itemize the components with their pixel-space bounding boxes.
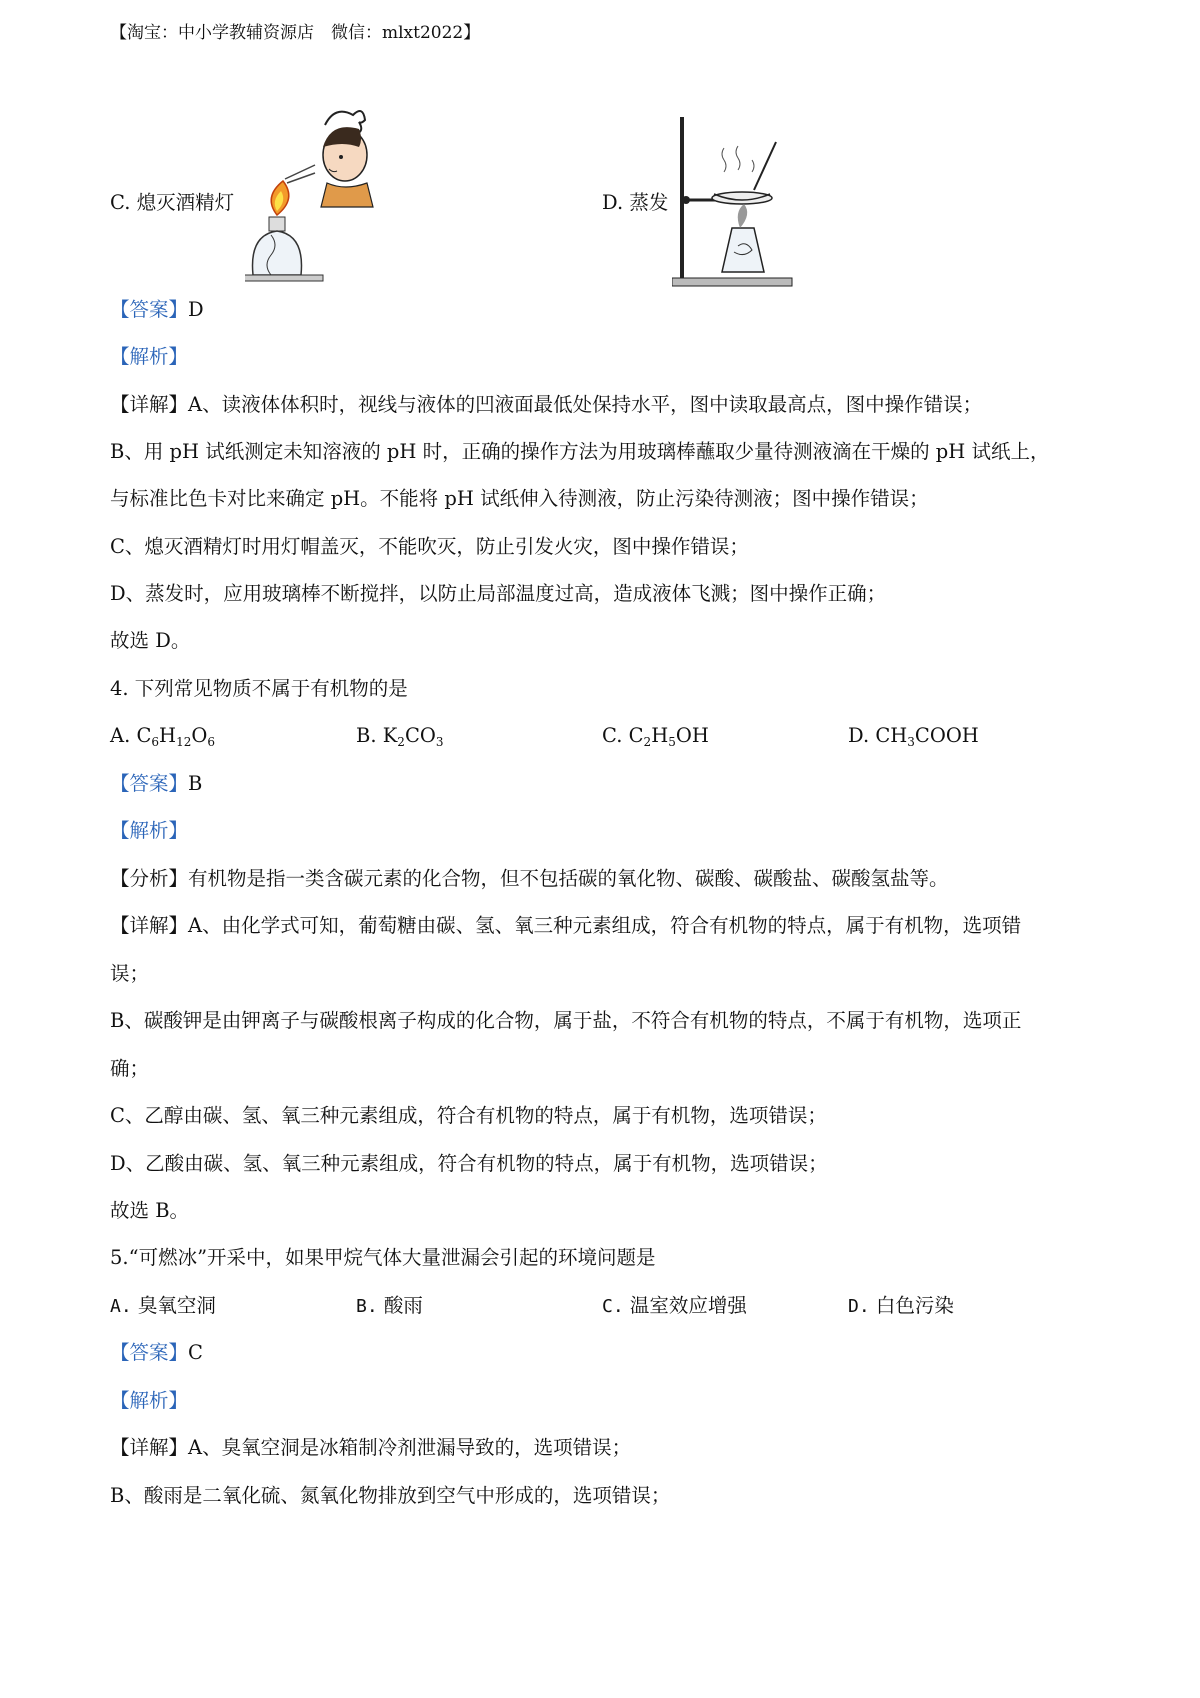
q3-detail-b2: 与标准比色卡对比来确定 pH。不能将 pH 试纸伸入待测液，防止污染待测液；图中操作错误； [110,487,929,510]
q5-option-c: C. 温室效应增强 [602,1294,747,1317]
evaporation-apparatus-figure [672,112,812,292]
q4-fenxi-text: 有机物是指一类含碳元素的化合物，但不包括碳的氧化物、碳酸、碳酸盐、碳酸氢盐等。 [188,867,949,890]
q4-option-d: D. $CH_3COOH$ [848,724,979,749]
detail-tag: 【详解】 [110,914,189,937]
detail-tag: 【详解】 [110,393,189,416]
q5-option-b: B. 酸雨 [356,1294,423,1317]
q3-answer-row [110,297,204,323]
q5-analysis-tag: 【解析】 [110,1389,189,1412]
q5-option-d: D. 白色污染 [848,1294,954,1317]
answer-tag: 【答案】 [110,1341,189,1364]
q4-detail-b1: B、碳酸钾是由钾离子与碳酸根离子构成的化合物，属于盐，不符合有机物的特点，不属于有机物，选项正 [110,1009,1022,1032]
q3-detail-a [110,392,982,418]
q4-option-a: A. $C_6H_{12}O_6$ [110,724,215,749]
q3-detail-c: C、熄灭酒精灯时用灯帽盖灭，不能吹灭，防止引发火灾，图中操作错误； [110,535,749,558]
q4-conclusion: 故选 B。 [110,1199,190,1222]
q5-answer-row [110,1340,203,1366]
q4-answer: B [188,772,203,795]
q3-option-c: C. 熄灭酒精灯 [110,191,235,214]
q5-detail-b: B、酸雨是二氧化硫、氮氧化物排放到空气中形成的，选项错误； [110,1484,671,1507]
q3-answer: D [188,298,204,321]
q4-option-c: C. $C_2H_5OH$ [602,724,709,749]
q4-detail-b2: 确； [110,1057,150,1080]
q4-detail-a1 [110,913,1021,939]
detail-tag: 【详解】 [110,1436,189,1459]
q5-question: 5.“可燃冰”开采中，如果甲烷气体大量泄漏会引起的环境问题是 [110,1246,656,1269]
q4-analysis-tag: 【解析】 [110,819,189,842]
q4-detail-c: C、乙醇由碳、氢、氧三种元素组成，符合有机物的特点，属于有机物，选项错误； [110,1104,827,1127]
answer-tag: 【答案】 [110,772,189,795]
q3-option-d: D. 蒸发 [602,191,669,214]
q3-analysis-tag: 【解析】 [110,345,189,368]
q3-conclusion: 故选 D。 [110,629,191,652]
q4-question: 4. 下列常见物质不属于有机物的是 [110,677,408,700]
q4-fenxi [110,866,949,892]
q3-detail-b1: B、用 pH 试纸测定未知溶液的 pH 时，正确的操作方法为用玻璃棒蘸取少量待测液滴在干燥的 pH 试纸上， [110,440,1050,463]
q4-detail-d: D、乙酸由碳、氢、氧三种元素组成，符合有机物的特点，属于有机物，选项错误； [110,1152,828,1175]
q3-detail-d: D、蒸发时，应用玻璃棒不断搅拌，以防止局部温度过高，造成液体飞溅；图中操作正确； [110,582,887,605]
q5-option-a: A. 臭氧空洞 [110,1294,216,1317]
extinguish-alcohol-lamp-figure [245,95,385,305]
q4-answer-row [110,771,202,797]
page-header: 【淘宝：中小学教辅资源店 微信：mlxt2022】 [110,23,481,43]
q4-detail-a1-text: A、由化学式可知，葡萄糖由碳、氢、氧三种元素组成，符合有机物的特点，属于有机物，选项错 [188,914,1022,937]
q4-option-b: B. $K_2CO_3$ [356,724,444,749]
q5-detail-a [110,1435,631,1461]
fenxi-tag: 【分析】 [110,867,189,890]
q5-answer: C [188,1341,203,1364]
q5-detail-a-text: A、臭氧空洞是冰箱制冷剂泄漏导致的，选项错误； [188,1436,632,1459]
q3-detail-a-text: A、读液体体积时，视线与液体的凹液面最低处保持水平，图中读取最高点，图中操作错误； [188,393,983,416]
answer-tag: 【答案】 [110,298,189,321]
q4-detail-a2: 误； [110,962,150,985]
